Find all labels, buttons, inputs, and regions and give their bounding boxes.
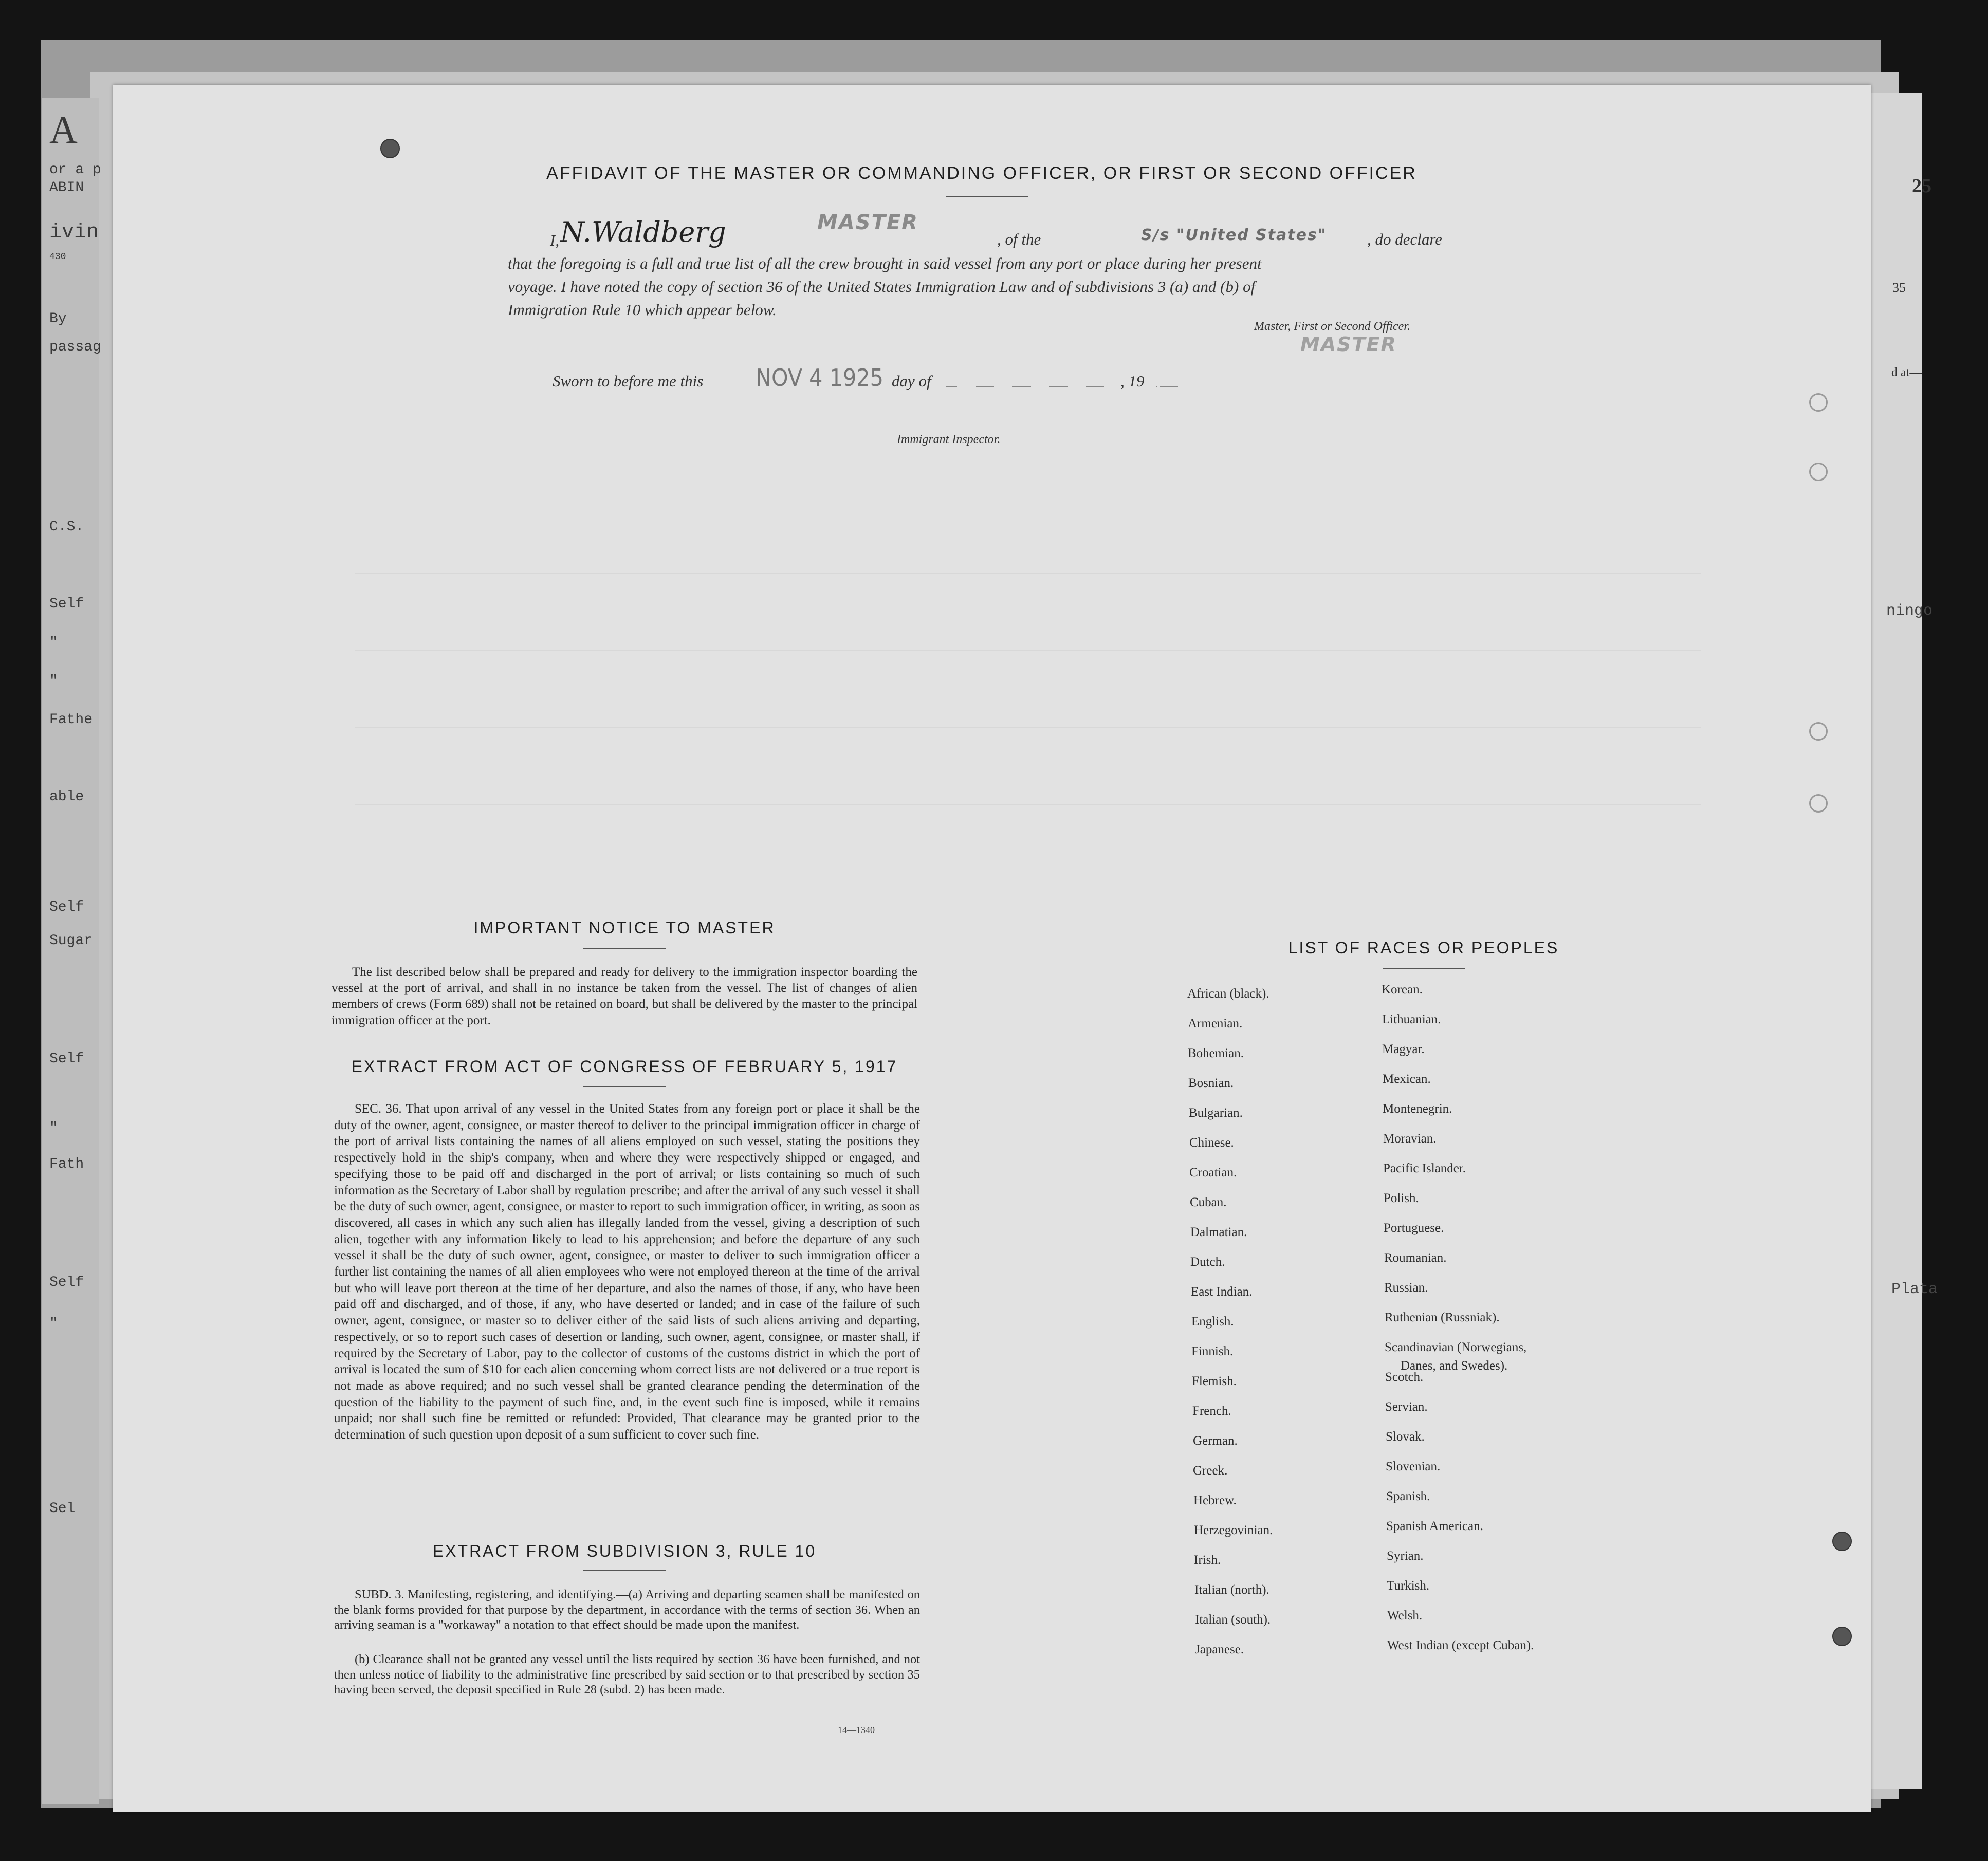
act-extract-title: EXTRACT FROM ACT OF CONGRESS OF FEBRUARY 5, 1917 [351,1057,898,1076]
race-item: Montenegrin. [1383,1102,1452,1116]
race-item: Portuguese. [1384,1221,1444,1235]
race-item: Hebrew. [1193,1494,1237,1507]
signer-caption: Master, First or Second Officer. [1254,320,1410,333]
rule-extract-para-b [334,1652,920,1698]
notice-rule [583,948,666,949]
edge-text: 35 [1892,280,1906,295]
month-underline [946,386,1120,387]
race-item: Mexican. [1383,1072,1431,1086]
race-item: Moravian. [1383,1132,1437,1146]
race-item: African (black). [1187,987,1269,1001]
affidavit-line-3: voyage. I have noted the copy of section 36 of the United States Immigration Law and of subdivisions 3 (a) and (b) of [508,278,1256,296]
race-item: Flemish. [1192,1374,1237,1388]
race-item: Croatian. [1189,1166,1237,1180]
race-item: Bosnian. [1188,1076,1234,1090]
date-stamp: NOV 4 1925 [756,364,883,392]
race-item: French. [1192,1404,1231,1418]
left-underlying-strip [42,98,99,1804]
edge-text: ivin [49,221,99,244]
edge-text: " [49,635,58,651]
affidavit-i-prefix: I, [550,231,560,249]
race-item: Dutch. [1190,1255,1225,1269]
bleed-through-line [355,573,1701,574]
race-item: Armenian. [1188,1017,1243,1030]
edge-text: Fath [49,1156,84,1172]
race-item: Chinese. [1189,1136,1234,1150]
act-extract-text: SEC. 36. That upon arrival of any vessel in the United States from any foreign port or place it shall be the duty of the owner, agent, consignee, or master thereof to deliver to the principal immigration officer in charge of the port of arrival lists containing the names of all aliens employed on such vessel, stating the positions they respectively hold in the ship's company, when and where they were respectively shipped or engaged, and specifying those to be paid off and discharged in the port of arrival; or lists containing so much of such information as the Secretary of Labor shall by regulation prescribe; and after the arrival of any such vessel it shall be the duty of such owner, agent, consignee, or master to report to such immigration officer, in writing, as soon as discovered, all cases in which any such alien has illegally landed from the vessel, giving a description of such alien, together with any information likely to lead to his apprehension; and before the departure of any such vessel it shall be the duty of such owner, agent, consignee, or master to deliver to such immigration officer a further list containing the names of all alien employees who were not employed thereon at the time of the arrival but who will leave port thereon at the time of her departure, and also the names of those, if any, who have been paid off and discharged, and of those, if any, who have deserted or landed; and in case of the failure of such owner, agent, consignee, or master so to deliver either of the said lists of such aliens arriving and departing, respectively, or so to report such cases of desertion or landing, such owner, agent, consignee, or master shall, if required by the Secretary of Labor, pay to the collector of customs of the customs district in which the port of arrival is located the sum of $10 for each alien concerning whom correct lists are not delivered or a true report is not made as above required; and no such vessel shall be granted clearance pending the determination of the question of the liability to the payment of such fine, and, in the event such fine is imposed, while it remains unpaid; nor shall such fine be remitted or refunded: Provided, That clearance may be granted prior to the determination of such question upon deposit of a sum sufficient to cover such fine. [334,1102,920,1442]
edge-text: C.S. [49,519,84,535]
race-item: Welsh. [1387,1609,1423,1623]
races-title: LIST OF RACES OR PEOPLES [1288,938,1559,957]
edge-text: able [49,789,84,805]
edge-text: Plata [1891,1281,1938,1298]
edge-text: Sel [49,1501,76,1517]
sworn-text: Sworn to before me this [553,372,704,390]
bleed-through-line [355,650,1701,651]
edge-text: ABIN [49,180,84,196]
race-item: Cuban. [1190,1195,1227,1209]
race-item: Herzegovinian. [1194,1523,1273,1537]
race-item: Japanese. [1195,1643,1244,1656]
race-item: English. [1191,1315,1234,1329]
edge-text: Self [49,1275,84,1291]
affidavit-line-4: Immigration Rule 10 which appear below. [508,301,777,319]
day-of-text: day of [892,372,931,390]
edge-text: 430 [49,252,66,262]
race-item: Spanish American. [1386,1519,1483,1533]
race-item: Magyar. [1382,1042,1425,1056]
punch-hole [1809,463,1828,481]
notice-body-text: The list described below shall be prepared and ready for delivery to the immigration inspector boarding the vessel at the port of arrival, and shall in no instance be taken from the vessel. The list of changes of alien members of crews (Form 689) shall not be retained on board, but shall be delivered by the master to the principal immigration officer at the port. [332,965,917,1027]
edge-text: Self [49,899,84,915]
edge-text: ningo [1886,602,1933,620]
race-item: Turkish. [1387,1579,1430,1593]
punch-hole [1809,722,1828,741]
race-item: Finnish. [1191,1344,1234,1358]
race-item: Bohemian. [1188,1046,1244,1060]
form-number: 14—1340 [838,1725,875,1735]
affidavit-title: AFFIDAVIT OF THE MASTER OR COMMANDING OFFICER, OR FIRST OR SECOND OFFICER [546,163,1417,183]
punch-hole [380,139,400,158]
race-item: German. [1193,1434,1238,1448]
do-declare-text: , do declare [1367,230,1443,248]
notice-body [332,964,917,1028]
bleed-through-line [355,804,1701,805]
edge-text: passag [49,339,101,355]
race-item: Bulgarian. [1189,1106,1243,1120]
edge-text: d at— [1891,366,1922,379]
race-item: Ruthenian (Russniak). [1385,1311,1500,1324]
edge-text: Self [49,596,84,612]
race-item: Servian. [1385,1400,1428,1414]
master-title-stamp: MASTER [817,211,918,234]
edge-letter: A [49,108,78,152]
race-item: Lithuanian. [1382,1012,1441,1026]
race-item: Dalmatian. [1190,1225,1247,1239]
notice-title: IMPORTANT NOTICE TO MASTER [473,918,776,937]
rule-extract-para-b-text: (b) Clearance shall not be granted any vessel until the lists required by section 36 have been furnished, and not then unless notice of liability to the administrative fine prescribed by said section or to that prescribed by section 35 having been served, the deposit specified in Rule 28 (subd. 2) has been made. [334,1652,920,1697]
race-item: Korean. [1382,983,1423,997]
race-item: Russian. [1384,1281,1428,1295]
edge-text: " [49,673,58,689]
race-item: Slovak. [1386,1430,1425,1444]
edge-text: Self [49,1051,84,1067]
race-item: Irish. [1194,1553,1221,1567]
inspector-caption: Immigrant Inspector. [897,433,1001,446]
edge-text: or a p [49,162,101,178]
race-item: Pacific Islander. [1383,1162,1466,1175]
race-item: Greek. [1193,1464,1228,1478]
race-item: West Indian (except Cuban). [1387,1638,1534,1652]
edge-text: " [49,1120,58,1136]
race-item: Polish. [1384,1191,1419,1205]
of-the-text: , of the [997,230,1041,248]
race-item: Slovenian. [1386,1460,1441,1473]
race-item: Roumanian. [1384,1251,1447,1265]
act-extract-body [334,1101,920,1443]
master-signature: N.Waldberg [560,216,726,248]
rule-extract-para-a [334,1587,920,1633]
edge-text: Fathe [49,712,93,728]
edge-text: " [49,1316,58,1332]
race-item: Italian (south). [1195,1613,1271,1627]
bleed-through-line [355,727,1701,728]
signer-stamp: MASTER [1300,333,1397,356]
act-extract-rule [583,1086,666,1087]
race-item: Danes, and Swedes). [1401,1359,1508,1373]
rule-extract-rule [583,1570,666,1571]
rule-extract-title: EXTRACT FROM SUBDIVISION 3, RULE 10 [432,1542,817,1560]
punch-hole [1832,1532,1852,1551]
race-item: Scotch. [1385,1370,1424,1384]
page-number-fragment: 25 [1912,175,1931,197]
edge-text: Sugar [49,933,93,949]
edge-text: By [49,311,67,327]
rule-extract-para-a-text: SUBD. 3. Manifesting, registering, and identifying.—(a) Arriving and departing seamen shall be manifested on the blank forms provided for that purpose by the department, in accordance with the terms of section 36. When an arriving seaman is a "workaway" a notation to that effect should be made upon the manifest. [334,1588,920,1632]
punch-hole [1809,794,1828,813]
race-item: East Indian. [1191,1285,1253,1299]
year-underline [1156,386,1187,387]
punch-hole [1809,393,1828,412]
affidavit-line-2: that the foregoing is a full and true list of all the crew brought in said vessel from any port or place during her present [508,254,1262,272]
vessel-name-stamp: S/s "United States" [1141,226,1327,244]
race-item: Scandinavian (Norwegians, [1385,1340,1527,1354]
race-item: Syrian. [1387,1549,1424,1563]
race-item: Italian (north). [1194,1583,1269,1597]
punch-hole [1832,1627,1852,1646]
year-prefix-text: , 19 [1120,372,1145,390]
races-rule [1383,968,1465,969]
title-rule [946,196,1028,197]
race-item: Spanish. [1386,1489,1430,1503]
